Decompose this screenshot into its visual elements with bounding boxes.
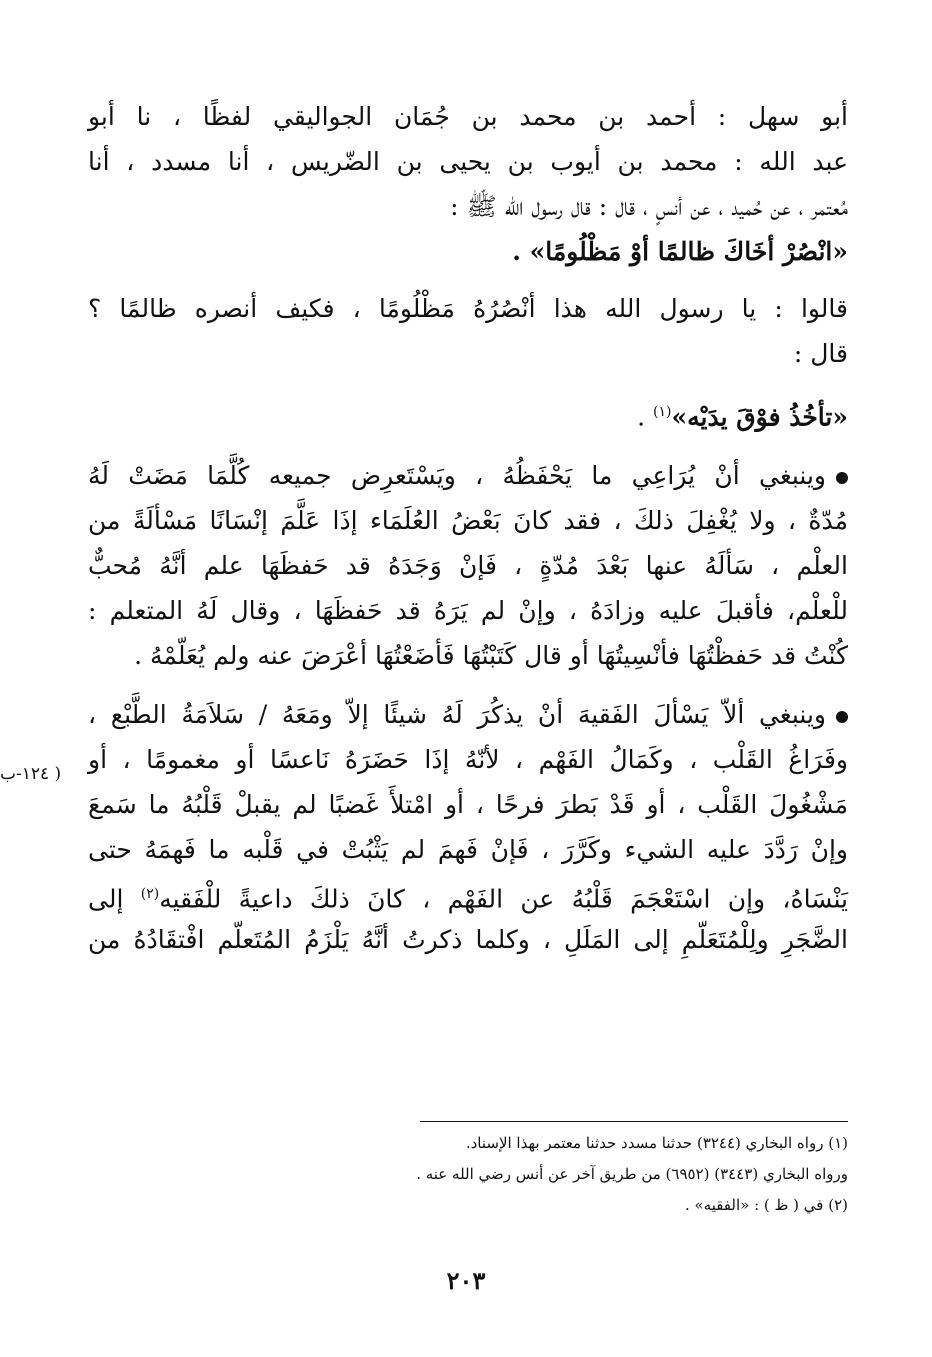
footnote: ورواه البخاري (٣٤٤٣) (٦٩٥٢) من طريق آخر عن أنس رضي الله عنه . — [416, 1165, 848, 1183]
bullet-icon — [836, 472, 848, 484]
text-line: العلْم ، سَألَهُ عنها بَعْدَ مُدّةٍ ، فَإنْ وَجَدَهُ قد حَفظَهَا علم أنَّهُ مُحبٌّ — [88, 551, 848, 580]
text-line: للْعلْم، فأقبلَ عليه وزادَهُ ، وإنْ لم يَرَهُ قد حَفظَهَا ، وقال لَهُ المتعلم : — [88, 596, 848, 625]
footnote-divider — [420, 1121, 848, 1122]
text-line: إلى — [88, 884, 124, 914]
manuscript-folio-marker: ( ١٢٤-ب — [0, 764, 62, 784]
footnote-ref-2: (٢) — [140, 886, 160, 902]
text-line: قالوا : يا رسول الله هذا أنْصُرُهُ مَظْلُومًا ، فكيف أنصره ظالمًا ؟ — [88, 294, 848, 323]
text-line: كُنْتُ قد حَفظْتُهَا فأنْسِيتُهَا أو قال كَتَبْتُهَا فَأضَعْتُهَا أعْرَضَ عنه ولم يُعَلّمْهُ . — [134, 641, 848, 670]
footnote: (١) رواه البخاري (٣٢٤٤) حدثنا مسدد حدثنا معتمر بهذا الإسناد. — [465, 1134, 848, 1152]
footnote-ref-1: (١) — [653, 404, 672, 420]
text-line: أبو سهل : أحمد بن محمد بن جُمَان الجواليقي لفظًا ، نا أبو — [88, 102, 848, 131]
text-line: وينبغي ألاّ يَسْألَ الفَقيهَ أنْ يذكُرَ لَهُ شيئًا إلاّ ومَعَهُ / سَلاَمَةُ الطَّبْع ، — [88, 700, 826, 729]
hadith-quote: «انْصُرْ أخَاكَ ظالمًا أوْ مَظْلُومًا» . — [512, 237, 848, 266]
text-line: وإنْ رَدَّدَ عليه الشيء وكَرَّرَ ، فَإنْ فَهمَ لم يَثْبُتْ في قَلْبه ما فَهمَهُ حتى — [88, 835, 848, 864]
main-text — [88, 94, 848, 962]
bullet-icon — [836, 711, 848, 723]
text-line: مُدّةٌ ، ولا يُغْفِلَ ذلكَ ، فقد كانَ بَعْضُ العُلَمَاء إذَا عَلَّمَ إنْسَانًا مَسْألَةً من — [88, 506, 848, 535]
footnote: (٢) في ( ظ ) : «الفقيه» . — [684, 1196, 848, 1214]
hadith-quote: «تأخُذُ فوْقَ يدَيْه» — [671, 402, 848, 432]
footnotes — [88, 1128, 848, 1221]
text-line-with-ref — [88, 872, 848, 917]
text-line: وينبغي أنْ يُرَاعِي ما يَحْفَظُهُ ، ويَسْتَعرِض جميعه كُلَّمَا مَضَتْ لَهُ — [88, 461, 826, 490]
text-line: مُعتمر ، عن حُميد ، عن أنسٍ ، قال : قال رسول الله ﷺ : — [450, 192, 848, 221]
text-line: وفَرَاغُ القَلْب ، وكَمَالُ الفَهْم ، لأنّهُ إذَا حَضَرَهُ نَاعسًا أو مغمومًا ، أو — [88, 745, 848, 774]
text-line: مَشْغُولَ القَلْب ، أو قَدْ بَطرَ فرحًا ، أو امْتلأَ غَضبًا لم يقبلْ قَلْبُهُ ما سَمعَ — [88, 790, 848, 819]
text-line: قال : — [793, 339, 848, 368]
text-line: يَنْسَاهُ، وإن اسْتَعْجَمَ قَلْبُهُ عن الفَهْم ، كانَ ذلكَ داعيةً للْفَقيه — [159, 884, 848, 914]
text-line: عبد الله : محمد بن أيوب بن يحيى بن الضّريس ، أنا مسدد ، أنا — [88, 147, 848, 176]
paragraph-first-line — [88, 692, 848, 737]
period: . — [637, 402, 654, 432]
text-line: الضَّجَرِ ولِلْمُتَعَلّمِ إلى المَلَلِ ، وكلما ذكرتُ أنَّهُ يَلْزَمُ المُتَعلّم افْتقَادُهُ من — [88, 925, 848, 954]
hadith-quote-line — [88, 390, 848, 435]
page-number: ٢٠٣ — [446, 1266, 486, 1295]
paragraph-first-line — [88, 453, 848, 498]
